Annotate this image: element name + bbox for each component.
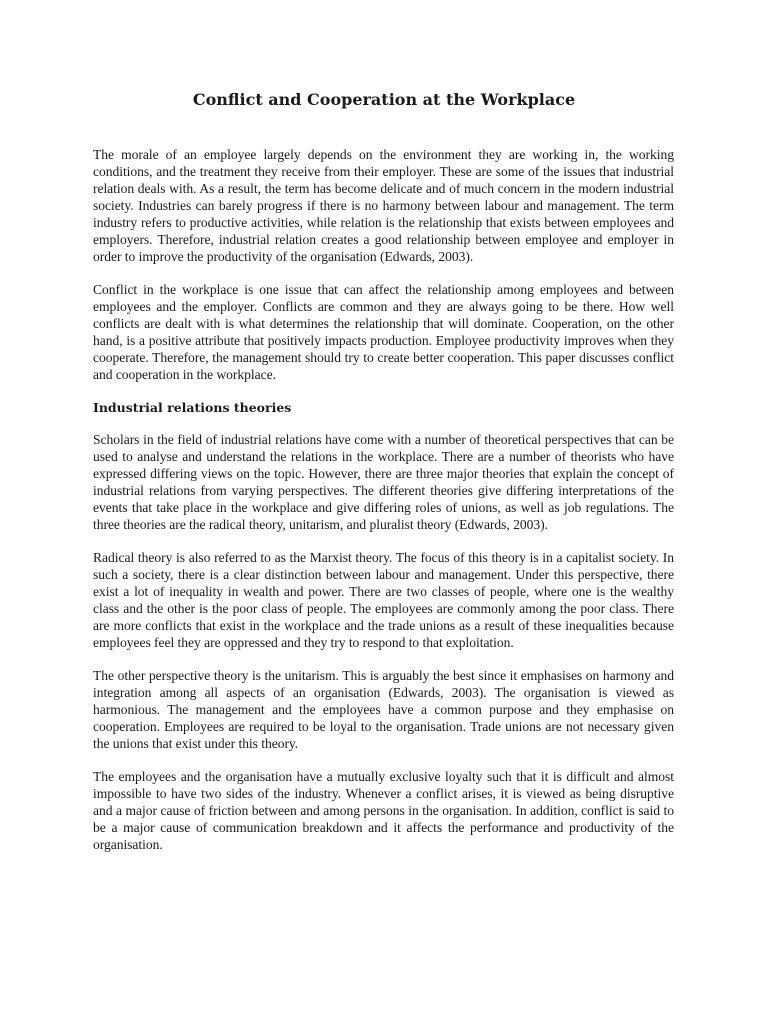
section-heading: Industrial relations theories [93,400,292,415]
document-body [93,146,674,869]
paragraph-loyalty: The employees and the organisation have a mutually exclusive loyalty such that it is difficult and almost impossible to have two sides of the industry. Whenever a conflict arises, it is viewed as being disruptive and a major cause of friction between and among persons in the organisation. In addition, conflict is said to be a major cause of communication breakdown and it affects the performance and productivity of the organisation. [93,769,674,852]
paragraph-intro: The morale of an employee largely depends on the environment they are working in, the working conditions, and the treatment they receive from their employer. These are some of the issues that industrial relation deals with. As a result, the term has become delicate and of much concern in the modern industrial society. Industries can barely progress if there is no harmony between labour and management. The term industry refers to productive activities, while relation is the relationship that exists between employees and employers. Therefore, industrial relation creates a good relationship between employee and employer in order to improve the productivity of the organisation (Edwards, 2003). [93,147,674,264]
paragraph-theories: Scholars in the field of industrial relations have come with a number of theoretical perspectives that can be used to analyse and understand the relations in the workplace. There are a number of theorists who have expressed differing views on the topic. However, there are three major theories that explain the concept of industrial relations from varying perspectives. The different theories give differing interpretations of the events that take place in the workplace and give differing roles of unions, as well as job regulations. The three theories are the radical theory, unitarism, and pluralist theory (Edwards, 2003). [93,432,674,532]
page-title: Conflict and Cooperation at the Workplace [192,90,576,109]
paragraph-radical-theory: Radical theory is also referred to as the Marxist theory. The focus of this theory is in a capitalist society. In such a society, there is a clear distinction between labour and management. Under this perspective, there exist a lot of inequality in wealth and power. There are two classes of people, where one is the wealthy class and the other is the poor class of people. The employees are commonly among the poor class. There are more conflicts that exist in the workplace and the trade unions as a result of these inequalities because employees feel they are oppressed and they try to respond to that exploitation. [93,550,674,650]
paragraph-conflict: Conflict in the workplace is one issue that can affect the relationship among employees and between employees and the employer. Conflicts are common and they are always going to be there. How well conflicts are dealt with is what determines the relationship that will dominate. Cooperation, on the other hand, is a positive attribute that positively impacts production. Employee productivity improves when they cooperate. Therefore, the management should try to create better cooperation. This paper discusses conflict and cooperation in the workplace. [93,282,674,382]
paragraph-unitarism: The other perspective theory is the unitarism. This is arguably the best since it emphasises on harmony and integration among all aspects of an organisation (Edwards, 2003). The organisation is viewed as harmonious. The management and the employees have a common purpose and they emphasise on cooperation. Employees are required to be loyal to the organisation. Trade unions are not necessary given the unions that exist under this theory. [93,668,674,751]
